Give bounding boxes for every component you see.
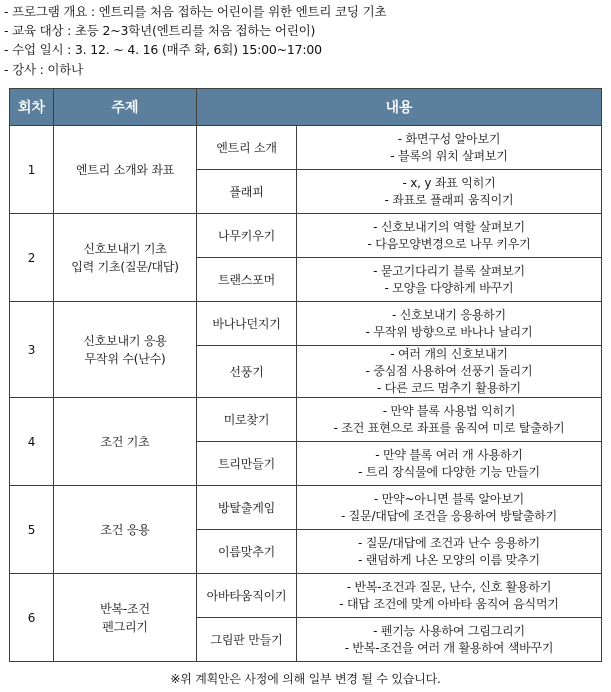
content-line: - x, y 좌표 익히기 — [402, 175, 496, 190]
header-content: 내용 — [197, 89, 602, 126]
program-info — [0, 0, 611, 79]
subtopic: 트리만들기 — [197, 442, 297, 486]
subtopic-content — [297, 618, 602, 662]
content-line: - 여러 개의 신호보내기 — [390, 347, 508, 361]
subtopic: 이름맞추기 — [197, 530, 297, 574]
footnote: ※위 계획안은 사정에 의해 일부 변경 될 수 있습니다. — [170, 672, 441, 686]
table-header-row — [10, 89, 602, 126]
topic-line: 반복-조건 — [100, 601, 150, 616]
content-line: - 질문/대답에 조건을 응용하여 방탈출하기 — [340, 508, 558, 523]
content-line: - 트리 장식물에 다양한 기능 만들기 — [358, 464, 540, 479]
table-row — [10, 302, 602, 346]
subtopic-content — [297, 346, 602, 398]
session-topic — [54, 574, 197, 662]
curriculum-table — [9, 88, 602, 662]
content-line: - 만약 블록 여러 개 사용하기 — [375, 447, 523, 462]
session-number: 1 — [10, 126, 54, 214]
subtopic-content — [297, 170, 602, 214]
subtopic: 아바타움직이기 — [197, 574, 297, 618]
session-number: 6 — [10, 574, 54, 662]
table-row — [10, 214, 602, 258]
subtopic-content — [297, 214, 602, 258]
content-line: - 다음모양변경으로 나무 키우기 — [367, 236, 531, 251]
topic-line: 펜그리기 — [102, 619, 148, 634]
class-schedule: - 수업 일시 : 3. 12. ~ 4. 16 (매주 화, 6회) 15:00~17:00 — [4, 42, 322, 58]
session-topic — [54, 398, 197, 486]
subtopic-content — [297, 530, 602, 574]
content-line: - 만약 블록 사용법 익히기 — [382, 403, 516, 418]
subtopic: 엔트리 소개 — [197, 126, 297, 170]
content-line: - 반복-조건과 질문, 난수, 신호 활용하기 — [346, 579, 552, 594]
topic-line: 무작위 수(난수) — [84, 351, 166, 366]
session-topic — [54, 126, 197, 214]
session-number: 5 — [10, 486, 54, 574]
content-line: - 랜덤하게 나온 모양의 이름 맞추기 — [358, 552, 540, 567]
content-line: - 다른 코드 멈추기 활용하기 — [377, 381, 521, 395]
subtopic-content — [297, 442, 602, 486]
session-number: 2 — [10, 214, 54, 302]
content-line: - 묻고기다리기 블록 살펴보기 — [373, 263, 525, 278]
subtopic: 방탈출게임 — [197, 486, 297, 530]
subtopic-content — [297, 486, 602, 530]
content-line: - 무작위 방향으로 바나나 날리기 — [365, 324, 533, 339]
subtopic: 바나나던지기 — [197, 302, 297, 346]
table-row — [10, 574, 602, 618]
subtopic: 그림판 만들기 — [197, 618, 297, 662]
subtopic: 미로찾기 — [197, 398, 297, 442]
target-audience: - 교육 대상 : 초등 2~3학년(엔트리를 처음 접하는 어린이) — [4, 23, 316, 39]
content-line: - 신호보내기의 역할 살펴보기 — [373, 219, 525, 234]
subtopic: 선풍기 — [197, 346, 297, 398]
content-line: - 모양을 다양하게 바꾸기 — [384, 280, 514, 295]
instructor: - 강사 : 이하나 — [4, 61, 84, 77]
topic-line: 엔트리 소개와 좌표 — [75, 162, 175, 177]
content-line: - 질문/대답에 조건과 난수 응용하기 — [358, 535, 540, 550]
content-line: - 만약~아니면 블록 알아보기 — [373, 491, 525, 506]
header-session: 회차 — [10, 89, 54, 126]
table-row — [10, 398, 602, 442]
topic-line: 신호보내기 기초 — [83, 241, 167, 256]
session-number: 3 — [10, 302, 54, 398]
session-topic — [54, 486, 197, 574]
content-line: - 중심점 사용하여 선풍기 돌리기 — [365, 364, 533, 378]
program-overview: - 프로그램 개요 : 엔트리를 처음 접하는 어린이를 위한 엔트리 코딩 기초 — [4, 4, 387, 19]
table-row — [10, 486, 602, 530]
subtopic: 나무키우기 — [197, 214, 297, 258]
topic-line: 조건 기초 — [100, 434, 150, 449]
subtopic: 트랜스포머 — [197, 258, 297, 302]
content-line: - 반복-조건을 여러 개 활용하여 색바꾸기 — [344, 640, 554, 655]
session-number: 4 — [10, 398, 54, 486]
content-line: - 화면구성 알아보기 — [397, 131, 501, 146]
topic-line: 입력 기초(질문/대답) — [71, 259, 179, 274]
table-row — [10, 126, 602, 170]
content-line: - 펜기능 사용하여 그림그리기 — [373, 623, 525, 638]
subtopic-content — [297, 398, 602, 442]
table-body — [10, 126, 602, 662]
subtopic-content — [297, 258, 602, 302]
content-line: - 신호보내기 응용하기 — [392, 307, 506, 322]
subtopic-content — [297, 126, 602, 170]
session-topic — [54, 214, 197, 302]
subtopic-content — [297, 574, 602, 618]
content-line: - 좌표로 플래피 움직이기 — [384, 192, 514, 207]
subtopic-content — [297, 302, 602, 346]
session-topic — [54, 302, 197, 398]
content-line: - 조건 표현으로 좌표를 움직여 미로 탈출하기 — [333, 420, 565, 435]
content-line: - 대답 조건에 맞게 아바타 움직여 음식먹기 — [339, 596, 559, 611]
topic-line: 신호보내기 응용 — [83, 333, 167, 348]
subtopic: 플래피 — [197, 170, 297, 214]
content-line: - 블록의 위치 살펴보기 — [390, 148, 508, 163]
topic-line: 조건 응용 — [100, 522, 150, 537]
header-topic: 주제 — [54, 89, 197, 126]
